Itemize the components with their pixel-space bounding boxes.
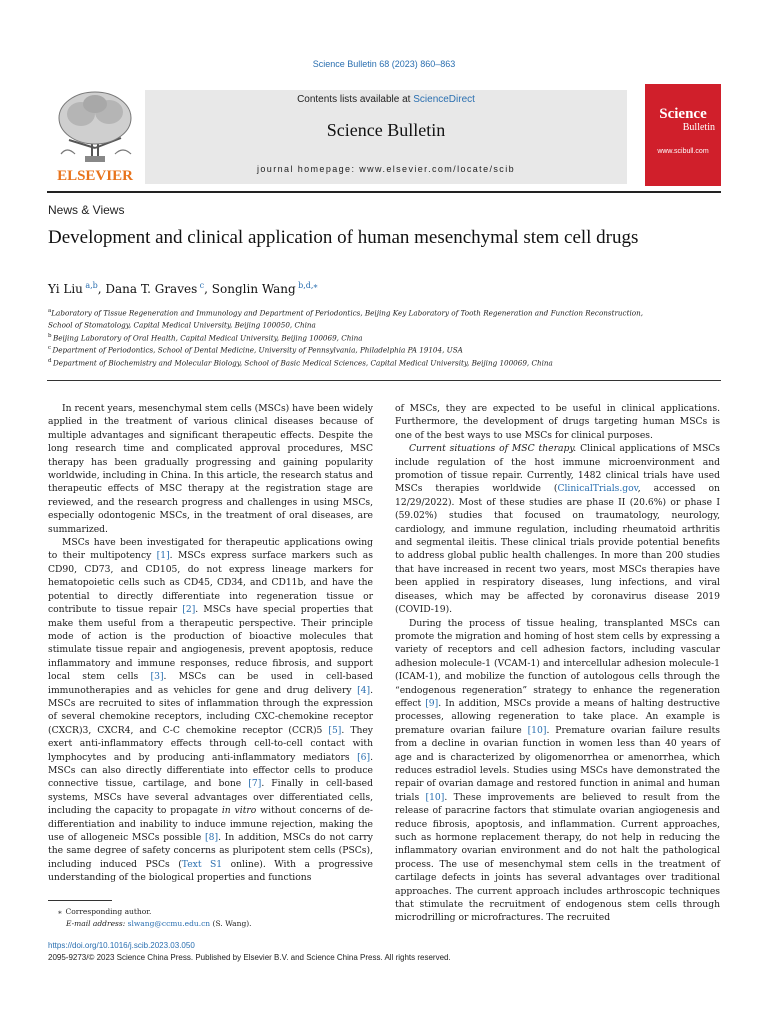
reference-link[interactable]: [2] — [182, 604, 196, 616]
reference-link[interactable]: [3] — [150, 671, 164, 683]
affiliation-mark: c — [48, 345, 52, 352]
affiliation-mark: b — [48, 332, 52, 339]
affiliation-text: Department of Biochemistry and Molecular Biology, School of Basic Medical Sciences, Capital Medical University, Beijing 100069, China — [52, 357, 553, 367]
reference-link[interactable]: [10] — [425, 791, 445, 803]
author-name[interactable]: Songlin Wang — [211, 282, 296, 296]
body-text: . They exert anti-inflammatory effects through cell-to-cell contact with lymphocytes and by producing anti-inflammatory mediators — [48, 724, 373, 763]
affiliation-item — [48, 318, 718, 330]
body-text: . In addition, MSCs do not carry the same degree of safety concerns as pluripotent stem cells (PSCs), including induced PSCs ( — [48, 832, 373, 870]
journal-name: Science Bulletin — [326, 120, 446, 140]
reference-link[interactable]: [10] — [527, 724, 547, 736]
body-text: online). With a progressive understanding of the biological properties and functions — [48, 858, 373, 884]
reference-link[interactable]: ClinicalTrials.gov — [557, 483, 638, 495]
author-affiliation-mark[interactable]: c — [199, 281, 205, 290]
affiliation-item — [48, 331, 718, 343]
emphasis-text: Current situations of MSC therapy. — [409, 443, 577, 455]
contents-prefix: Contents lists available at — [297, 94, 414, 105]
body-text: . These improvements are believed to result from the release of paracrine factors that stimulate ovarian angiogenesis and reduce fibrosis, apoptosis, and inflammation. Current approaches, such as hormone replacement therapy, do not help in reducing the inflammatory ovarian environment and do not halt the pathological process. The use of mesenchymal stem cells in the treatment of cartilage defects in joints has several advantages over traditional approaches. The current approach includes arthroscopic techniques that stimulate the recruitment of endogenous stem cells through microdrilling or microfractures. The recruited — [395, 791, 720, 924]
email-note — [66, 918, 252, 929]
body-text: without concerns of de-differentiation and inability to induce immune rejection, making the use of allogeneic MSCs possible — [48, 805, 373, 843]
corresponding-author-note — [58, 906, 151, 917]
body-text: . MSCs express surface markers such as CD90, CD73, and CD105, do not express lineage markers for hematopoietic cells such as CD45, CD34, and CD11b, and have the potential to directly differentiate into regeneration tissue or contribute to tissue repair — [48, 550, 373, 616]
author-name[interactable]: Yi Liu — [48, 282, 83, 296]
reference-link[interactable]: [7] — [248, 778, 262, 790]
body-text: Clinical applications of MSCs include regulation of the host immune microenvironment and promotion of tissue repair. Currently, 1482 clinical trials have used MSCs therapies worldwide ( — [395, 443, 721, 495]
emphasis-text: in vitro — [221, 805, 257, 817]
contents-line — [145, 94, 627, 105]
reference-link[interactable]: [6] — [357, 751, 371, 763]
email-suffix: (S. Wang). — [212, 919, 252, 928]
journal-cover-thumbnail[interactable] — [645, 84, 721, 186]
author-list: Yi Liu $^{a,b}$, Dana T. Graves $^c$, Songlin Wang $^{b,d,⁎}$ — [48, 281, 318, 296]
body-text: of MSCs, they are expected to be useful in clinical applications. Furthermore, the development of drugs targeting human MSCs is one of the best ways to use MSCs for clinical purposes. — [395, 403, 720, 441]
body-paragraph — [395, 402, 720, 442]
sciencedirect-link[interactable]: ScienceDirect — [413, 94, 475, 105]
body-paragraph — [395, 442, 720, 616]
affiliation-item — [48, 343, 718, 355]
body-paragraph — [395, 617, 720, 925]
cover-url: www.scibull.com — [657, 148, 709, 155]
front-matter-divider — [47, 380, 721, 381]
reference-link[interactable]: [9] — [425, 697, 439, 709]
author-affiliation-mark[interactable]: b,d,⁎ — [298, 281, 318, 290]
elsevier-wordmark: ELSEVIER — [57, 168, 133, 184]
body-text: . Finally in cell-based systems, MSCs have several advantages over differentiated cells, including the capacity to propagate — [48, 778, 373, 817]
cover-title: Science — [659, 106, 707, 122]
body-text: . Premature ovarian failure results from a decline in ovarian function in women less than 40 years of age and is characterized by oligomenorrhea or amenorrhea, which reduces estradiol levels. Studies using MSCs have demonstrated the repair of ovarian damage and restored function in animal and human trials — [395, 724, 720, 803]
author-name[interactable]: Dana T. Graves — [105, 282, 198, 296]
body-paragraph — [48, 536, 373, 885]
citation-line[interactable]: Science Bulletin 68 (2023) 860–863 — [312, 59, 456, 69]
body-paragraph — [48, 402, 373, 536]
body-text: MSCs have been investigated for therapeutic applications owing to their multipotency — [48, 537, 373, 562]
affiliation-mark: d — [48, 357, 52, 364]
header-divider — [47, 191, 721, 193]
section-label: News & Views — [48, 203, 125, 217]
reference-link[interactable]: [4] — [357, 684, 371, 696]
reference-link[interactable]: [1] — [156, 550, 170, 562]
email-label: E-mail address: — [66, 919, 126, 928]
author-affiliation-mark[interactable]: a,b — [85, 281, 98, 290]
doi-link[interactable]: https://doi.org/10.1016/j.scib.2023.03.050 — [48, 941, 195, 950]
reference-link[interactable]: Text S1 — [181, 858, 223, 870]
corresponding-mark: ⁎ — [58, 907, 62, 916]
journal-banner — [145, 90, 627, 184]
journal-homepage[interactable]: journal homepage: www.elsevier.com/locate/scib — [257, 164, 515, 174]
body-text: In recent years, mesenchymal stem cells (MSCs) have been widely applied in the treatment of various clinical diseases because of multiple advantages and significant therapeutic effects. Despite the long research time and complicated approval procedures, MSC therapy has been gradually progressing and gaining popularity worldwide, including in China. In this article, the research status and therapeutic effects of MSC therapy at the registration stage are reviewed, and the research progress and challenges in using MSCs, especially odontogenic MSCs, in the treatment of oral diseases, are summarized. — [48, 403, 373, 535]
email-link[interactable]: slwang@ccmu.edu.cn — [127, 919, 211, 928]
affiliation-text: Beijing Laboratory of Oral Health, Capital Medical University, Beijing 100069, China — [52, 333, 363, 343]
cover-subtitle: Bulletin — [682, 122, 715, 133]
reference-link[interactable]: [5] — [328, 724, 342, 736]
journal-header — [47, 84, 721, 190]
corresponding-text: Corresponding author. — [65, 907, 152, 916]
copyright-line: 2095-9273/© 2023 Science China Press. Published by Elsevier B.V. and Science China Press. All rights reserved. — [48, 953, 451, 962]
affiliations — [48, 306, 718, 368]
affiliation-mark: a — [48, 308, 52, 314]
body-text: . MSCs can also directly differentiate into effector cells to produce connective tissue, cartilage, and bone — [48, 751, 373, 790]
affiliation-text: Laboratory of Tissue Regeneration and Immunology and Department of Periodontics, Beijing Key Laboratory of Tooth Regeneration and Function Reconstruction, — [51, 308, 644, 318]
affiliation-item — [48, 306, 718, 318]
body-column-right — [395, 402, 720, 925]
body-text: . MSCs are recruited to sites of inflammation through the expression of several chemokine receptors, including CXC-chemokine receptor (CXCR)3, CXCR4, and C-C chemokine receptor (CCR)5 — [48, 684, 373, 736]
body-text: . In addition, MSCs provide a means of halting destructive processes, allowing regeneration to take place. An example is premature ovarian failure — [395, 697, 720, 736]
affiliation-text: Department of Periodontics, School of Dental Medicine, University of Pennsylvania, Philadelphia PA 19104, USA — [52, 345, 463, 355]
body-text: , accessed on 12/29/2022). Most of these studies are phase II (20.6%) or phase I (59.02%) studies that focused on traumatology, neurology, cardiology, and immune regulation, including rheumatoid arthritis and segmental ileitis. These clinical trials provide potential benefits to address global public health challenges. In more than 200 studies that have increased in recent two years, most MSCs therapies have been applied in respiratory diseases, lung infections, and viral diseases, which may be affected by coronavirus disease 2019 (COVID-19). — [395, 483, 720, 616]
article-title: Development and clinical application of human mesenchymal stem cell drugs — [48, 227, 639, 248]
footnote-divider — [48, 900, 112, 901]
body-text: . MSCs have special properties that make them useful from a therapeutic perspective. Their principle mode of action is the production of bioactive molecules that stimulate tissue repair and angiogenesis, prevent apoptosis, reduce inflammatory and immune responses, reduce fibrosis, and support local stem cells — [48, 604, 373, 683]
reference-link[interactable]: [8] — [205, 832, 219, 843]
body-text: During the process of tissue healing, transplanted MSCs can promote the migration and homing of host stem cells by expressing a variety of receptors and cell adhesion factors, including vascular adhesion molecule-1 (VCAM-1) and intercellular adhesion molecule-1 (ICAM-1), and mobilize the function of autologous cells through the “endogenous regeneration” strategy to enhance the regeneration effect — [395, 617, 720, 709]
elsevier-logo[interactable] — [47, 84, 143, 186]
affiliation-item — [48, 356, 718, 368]
body-text: . MSCs can be used in cell-based immunotherapies and as vehicles for gene and drug delivery — [48, 671, 373, 696]
elsevier-tree-icon — [47, 84, 143, 186]
affiliation-text: School of Stomatology, Capital Medical University, Beijing 100050, China — [48, 320, 316, 330]
body-column-left — [48, 402, 373, 885]
